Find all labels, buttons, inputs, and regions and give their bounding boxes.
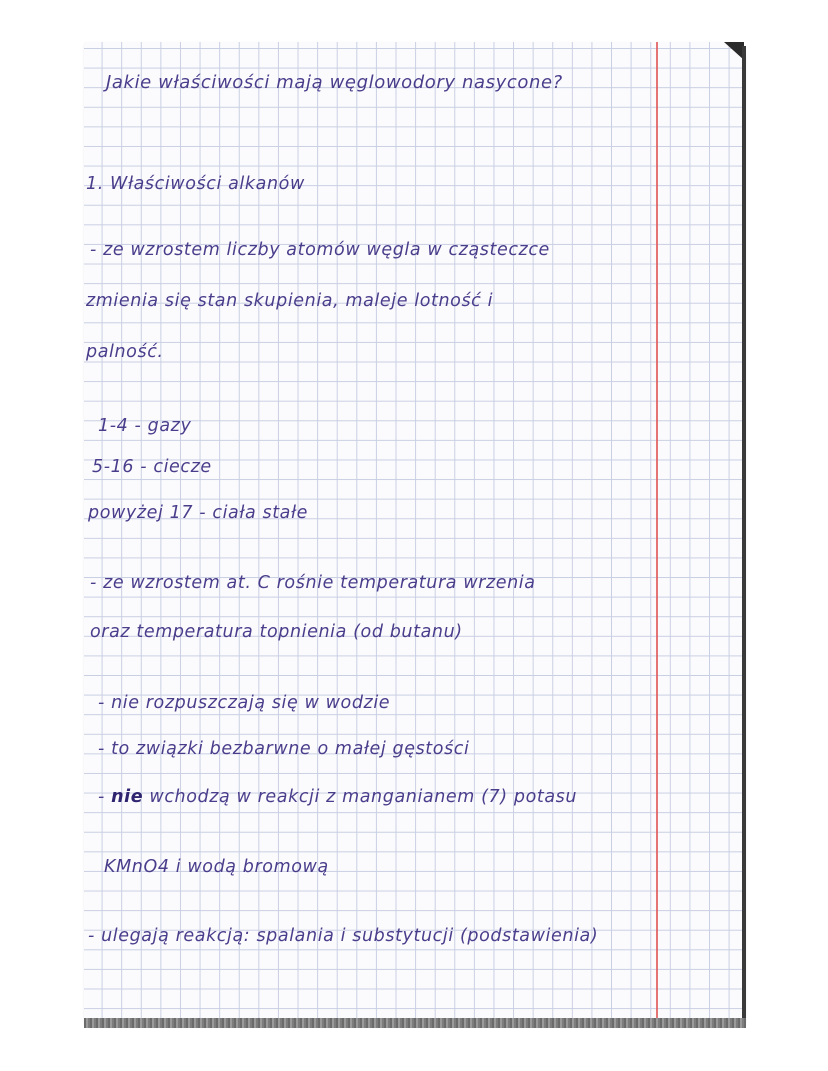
page-corner: [724, 42, 744, 60]
note-line-8: oraz temperatura topnienia (od butanu): [90, 622, 463, 642]
note-line-9: - nie rozpuszczają się w wodzie: [98, 693, 391, 713]
notebook-edge: [742, 46, 746, 1026]
note-line-10: - to związki bezbarwne o małej gęstości: [98, 739, 470, 759]
note-line-11: [98, 787, 577, 807]
line-11-bold-word: nie: [111, 787, 144, 807]
note-title: Jakie właściwości mają węglowodory nasycone?: [106, 72, 563, 93]
note-line-4: 1-4 - gazy: [98, 416, 192, 436]
notebook-binding: [84, 1018, 746, 1028]
note-line-5: 5-16 - ciecze: [92, 457, 212, 477]
line-11-rest: wchodzą w reakcji z manganianem (7) potasu: [149, 787, 578, 807]
note-line-12: KMnO4 i wodą bromową: [104, 857, 329, 877]
note-line-7: - ze wzrostem at. C rośnie temperatura wrzenia: [90, 573, 536, 593]
note-line-13: - ulegają reakcją: spalania i substytucji (podstawienia): [88, 926, 599, 946]
note-line-6: powyżej 17 - ciała stałe: [88, 503, 308, 523]
note-line-3: palność.: [86, 342, 164, 362]
note-line-1: - ze wzrostem liczby atomów węgla w cząsteczce: [90, 240, 550, 260]
note-line-2: zmienia się stan skupienia, maleje lotność i: [86, 291, 494, 311]
line-11-dash: -: [98, 787, 105, 807]
notebook-page: [84, 42, 744, 1024]
section-heading: 1. Właściwości alkanów: [86, 174, 305, 194]
margin-line: [656, 42, 658, 1024]
